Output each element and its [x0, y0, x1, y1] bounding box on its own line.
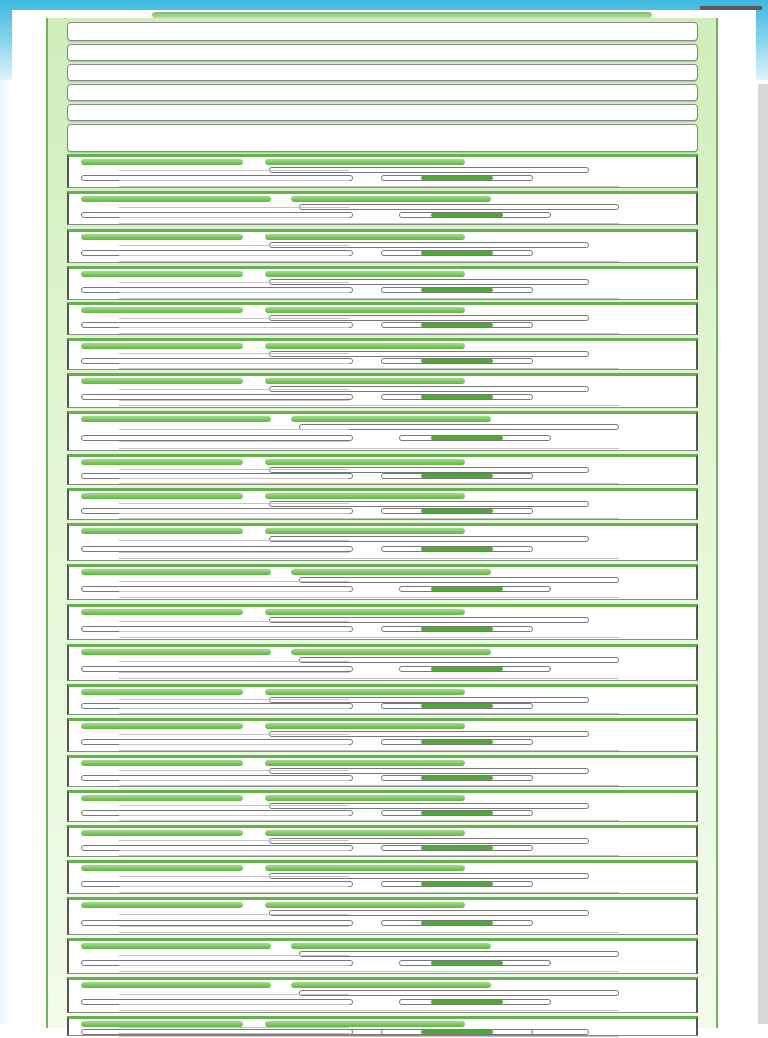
list-item — [67, 488, 698, 520]
text-line — [119, 170, 349, 171]
item-field[interactable] — [299, 657, 619, 663]
list-item — [67, 411, 698, 451]
item-field[interactable] — [269, 838, 589, 844]
text-line — [119, 591, 349, 592]
text-line — [119, 558, 619, 559]
item-tab-primary[interactable] — [81, 902, 243, 908]
header-line — [108, 143, 657, 151]
list-item — [67, 718, 698, 752]
text-line — [119, 892, 619, 893]
header-panel — [67, 84, 698, 101]
item-field[interactable] — [299, 990, 619, 996]
text-line — [119, 744, 349, 745]
text-line — [119, 441, 349, 442]
header-line — [108, 55, 657, 61]
status-badge — [421, 740, 493, 744]
list-item — [67, 1016, 698, 1036]
item-field[interactable] — [299, 577, 619, 583]
text-line — [119, 785, 619, 786]
item-tab-secondary[interactable] — [265, 234, 465, 240]
item-tab-secondary[interactable] — [291, 569, 491, 575]
item-tab-primary[interactable] — [81, 196, 271, 202]
text-line — [119, 255, 349, 256]
list-item — [67, 373, 698, 408]
status-badge — [431, 213, 503, 217]
text-line — [119, 750, 619, 751]
list-item — [67, 266, 698, 300]
header-line — [108, 25, 657, 33]
item-tab-primary[interactable] — [81, 271, 243, 277]
list-item — [67, 825, 698, 857]
text-line — [119, 672, 349, 673]
text-line — [119, 971, 619, 972]
text-line — [119, 552, 349, 553]
status-badge — [421, 359, 493, 363]
text-line — [119, 876, 349, 877]
text-line — [119, 780, 349, 781]
item-tab-secondary[interactable] — [265, 830, 465, 836]
item-field[interactable] — [269, 910, 589, 916]
text-line — [119, 581, 349, 582]
text-line — [119, 368, 619, 369]
list-item — [67, 338, 698, 370]
text-line — [119, 932, 619, 933]
text-line — [119, 483, 619, 484]
list-item — [67, 897, 698, 935]
text-line — [119, 637, 619, 638]
text-line — [119, 678, 619, 679]
text-line — [119, 353, 349, 354]
list-item — [67, 604, 698, 640]
text-line — [119, 429, 349, 430]
header-line — [108, 151, 657, 152]
text-line — [119, 261, 619, 262]
text-line — [119, 955, 349, 956]
text-line — [119, 994, 349, 995]
item-field[interactable] — [269, 803, 589, 809]
item-tab-secondary[interactable] — [265, 493, 465, 499]
item-field[interactable] — [269, 536, 589, 542]
text-line — [119, 186, 619, 187]
item-tab-secondary[interactable] — [265, 902, 465, 908]
list-item — [67, 564, 698, 600]
status-badge — [421, 288, 493, 292]
list-item — [67, 860, 698, 894]
item-tab-primary[interactable] — [81, 982, 271, 988]
item-field[interactable] — [269, 768, 589, 774]
item-tab-primary[interactable] — [81, 459, 243, 465]
text-line — [119, 327, 349, 328]
list-item — [67, 790, 698, 822]
text-line — [119, 223, 619, 224]
text-line — [119, 840, 349, 841]
text-line — [119, 503, 349, 504]
header-panel — [67, 104, 698, 121]
status-badge — [421, 921, 493, 925]
item-tab-primary[interactable] — [81, 343, 243, 349]
item-tab-primary[interactable] — [81, 493, 243, 499]
status-badge — [421, 811, 493, 815]
text-line — [119, 770, 349, 771]
status-badge — [421, 509, 493, 513]
text-line — [119, 518, 619, 519]
status-badge — [421, 547, 493, 551]
item-tab-secondary[interactable] — [291, 416, 491, 422]
header-panel — [67, 44, 698, 61]
item-tab-secondary[interactable] — [265, 159, 465, 165]
status-badge — [421, 474, 493, 478]
text-line — [119, 469, 349, 470]
text-line — [119, 886, 349, 887]
item-tab-secondary[interactable] — [265, 760, 465, 766]
item-tab-secondary[interactable] — [265, 795, 465, 801]
text-line — [119, 217, 349, 218]
item-tab-secondary[interactable] — [265, 307, 465, 313]
header-line — [108, 67, 657, 75]
text-line — [119, 298, 619, 299]
item-tab-primary[interactable] — [81, 307, 243, 313]
status-badge — [431, 587, 503, 591]
text-line — [119, 850, 349, 851]
item-tab-secondary[interactable] — [265, 689, 465, 695]
item-field[interactable] — [299, 951, 619, 957]
item-tab-primary[interactable] — [81, 159, 243, 165]
header-line — [108, 127, 657, 135]
text-line — [119, 699, 349, 700]
status-badge — [421, 704, 493, 708]
header-line — [108, 95, 657, 101]
item-tab-secondary[interactable] — [265, 723, 465, 729]
item-tab-secondary[interactable] — [265, 271, 465, 277]
header-line — [108, 47, 657, 55]
header-panel — [67, 22, 698, 41]
item-tab-secondary[interactable] — [265, 459, 465, 465]
text-line — [119, 914, 349, 915]
text-line — [119, 318, 349, 319]
header-line — [108, 115, 657, 121]
item-tab-primary[interactable] — [81, 760, 243, 766]
list-item — [67, 229, 698, 263]
status-badge — [421, 395, 493, 399]
item-tab-secondary[interactable] — [265, 609, 465, 615]
list-item — [67, 755, 698, 787]
text-line — [119, 965, 349, 966]
text-line — [119, 513, 349, 514]
status-badge — [421, 176, 493, 180]
list-item — [67, 644, 698, 681]
item-tab-primary[interactable] — [81, 689, 243, 695]
list-item — [67, 977, 698, 1013]
text-line — [119, 805, 349, 806]
status-badge — [431, 961, 503, 965]
text-line — [119, 292, 349, 293]
item-tab-primary[interactable] — [81, 569, 271, 575]
text-line — [119, 815, 349, 816]
list-item — [67, 523, 698, 561]
item-tab-secondary[interactable] — [291, 982, 491, 988]
item-tab-secondary[interactable] — [265, 378, 465, 384]
item-tab-primary[interactable] — [81, 378, 243, 384]
item-tab-secondary[interactable] — [265, 865, 465, 871]
list-item — [67, 454, 698, 485]
item-field[interactable] — [269, 351, 589, 357]
item-tab-primary[interactable] — [81, 609, 243, 615]
item-tab-secondary[interactable] — [291, 196, 491, 202]
item-tab-primary[interactable] — [81, 649, 271, 655]
item-tab-primary[interactable] — [81, 943, 271, 949]
item-tab-secondary[interactable] — [265, 343, 465, 349]
text-line — [119, 1004, 349, 1005]
text-line — [119, 1033, 349, 1034]
list-item — [67, 684, 698, 715]
item-tab-primary[interactable] — [81, 416, 271, 422]
text-line — [119, 713, 619, 714]
item-tab-primary[interactable] — [81, 830, 243, 836]
item-tab-primary[interactable] — [81, 528, 243, 534]
status-badge — [421, 323, 493, 327]
item-tab-primary[interactable] — [81, 234, 243, 240]
text-line — [119, 708, 349, 709]
header-line — [108, 33, 657, 41]
header-line — [108, 107, 657, 115]
item-tab-primary[interactable] — [81, 865, 243, 871]
item-field[interactable] — [269, 617, 589, 623]
text-line — [119, 661, 349, 662]
text-line — [119, 621, 349, 622]
item-tab-secondary[interactable] — [291, 943, 491, 949]
header-panel — [67, 64, 698, 81]
text-line — [119, 597, 619, 598]
text-line — [119, 180, 349, 181]
text-line — [119, 282, 349, 283]
text-line — [119, 926, 349, 927]
item-tab-secondary[interactable] — [291, 649, 491, 655]
header-panel — [67, 124, 698, 152]
text-line — [119, 1036, 619, 1037]
text-line — [119, 540, 349, 541]
header-line — [108, 75, 657, 81]
text-line — [119, 245, 349, 246]
header-line — [108, 87, 657, 95]
text-line — [119, 207, 349, 208]
status-badge — [431, 436, 503, 440]
item-tab-primary[interactable] — [81, 795, 243, 801]
text-line — [119, 400, 349, 401]
list-item — [67, 154, 698, 188]
text-line — [119, 1027, 349, 1028]
text-line — [119, 855, 619, 856]
status-badge — [421, 882, 493, 886]
status-badge — [421, 627, 493, 631]
scrollbar[interactable] — [758, 84, 768, 1024]
list-item — [67, 938, 698, 974]
item-tab-secondary[interactable] — [265, 528, 465, 534]
text-line — [119, 820, 619, 821]
status-badge — [421, 776, 493, 780]
item-tab-primary[interactable] — [81, 723, 243, 729]
text-line — [119, 1010, 619, 1011]
status-badge — [421, 251, 493, 255]
text-line — [119, 405, 619, 406]
status-badge — [431, 667, 503, 671]
status-badge — [431, 1000, 503, 1004]
item-field[interactable] — [269, 501, 589, 507]
text-line — [119, 333, 619, 334]
list-item — [67, 302, 698, 335]
header-line — [108, 135, 657, 143]
list-item — [67, 191, 698, 225]
text-line — [119, 363, 349, 364]
status-badge — [421, 846, 493, 850]
text-line — [119, 478, 349, 479]
text-line — [119, 389, 349, 390]
text-line — [119, 734, 349, 735]
text-line — [119, 631, 349, 632]
text-line — [119, 448, 619, 449]
